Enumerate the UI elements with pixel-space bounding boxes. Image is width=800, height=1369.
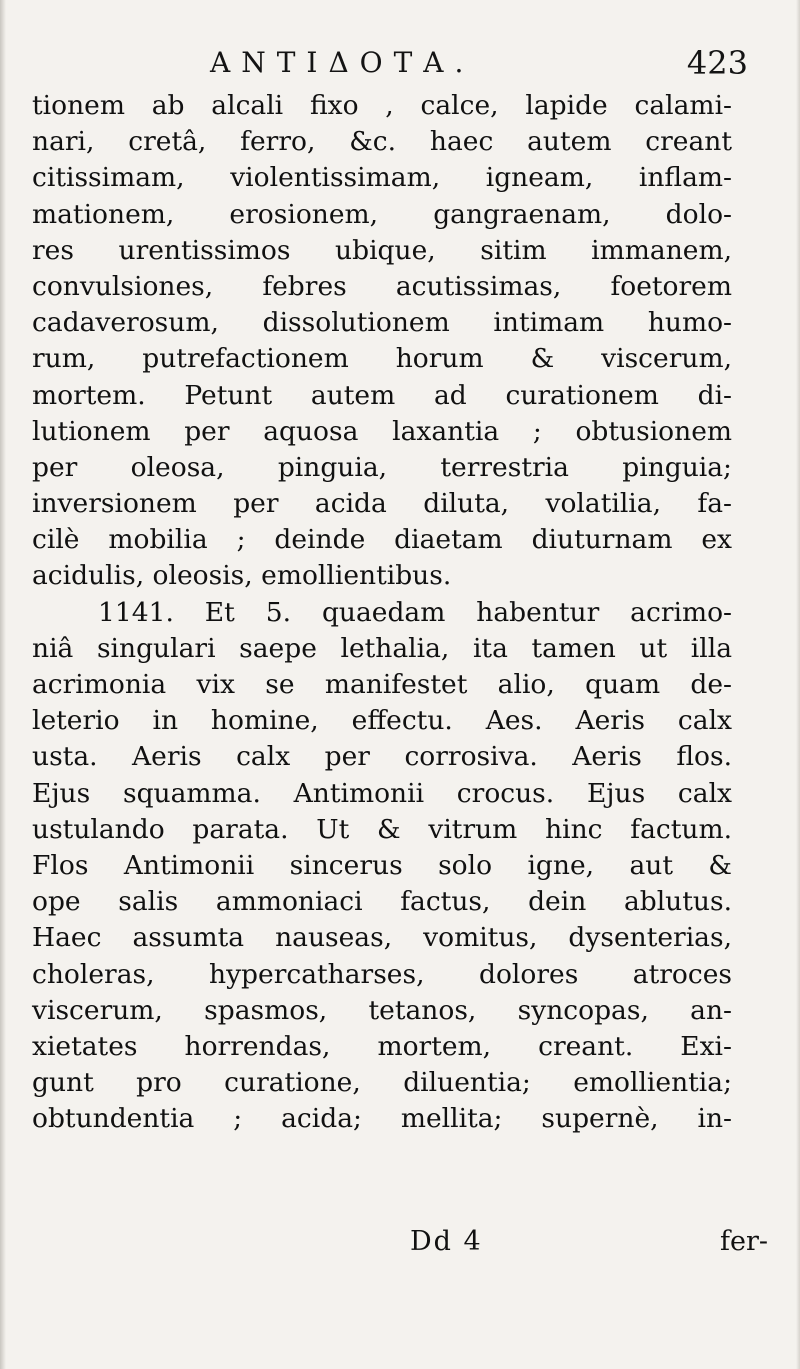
running-head: ΑΝΤΙΔΟΤΑ. <box>210 46 475 79</box>
text-line: Ejus squamma. Antimonii crocus. Ejus calx <box>32 777 732 809</box>
text-line: res urentissimos ubique, sitim immanem, <box>32 234 732 266</box>
text-line: tionem ab alcali fixo , calce, lapide calami- <box>32 90 732 121</box>
page-shadow-left <box>0 0 6 1369</box>
text-line: acrimonia vix se manifestet alio, quam de- <box>32 669 732 700</box>
text-line: choleras, hypercatharses, dolores atroces <box>32 958 732 990</box>
text-body <box>32 88 732 1137</box>
paragraph-last-line: acidulis, oleosis, emollientibus. <box>32 560 452 592</box>
page-number: 423 <box>686 44 748 82</box>
text-line: usta. Aeris calx per corrosiva. Aeris flos. <box>32 741 732 773</box>
text-line: ope salis ammoniaci factus, dein ablutus. <box>32 886 732 918</box>
text-line: cilè mobilia ; deinde diaetam diuturnam ex <box>32 524 732 556</box>
text-line: xietates horrendas, mortem, creant. Exi- <box>32 1030 732 1062</box>
signature-mark: Dd 4 <box>410 1226 483 1257</box>
paragraph-start-line: 1141. Et 5. quaedam habentur acrimo- <box>98 596 732 628</box>
text-line: niâ singulari saepe lethalia, ita tamen ut illa <box>32 632 732 664</box>
text-line: per oleosa, pinguia, terrestria pinguia; <box>32 451 732 483</box>
text-line: obtundentia ; acida; mellita; supernè, in- <box>32 1103 732 1135</box>
text-line: viscerum, spasmos, tetanos, syncopas, an- <box>32 994 732 1026</box>
page-header <box>30 42 778 86</box>
text-line: Haec assumta nauseas, vomitus, dysenterias, <box>32 922 732 954</box>
page-shadow-right <box>796 0 800 1369</box>
text-line: Flos Antimonii sincerus solo igne, aut & <box>32 849 732 881</box>
text-line: citissimam, violentissimam, igneam, inflam- <box>32 162 732 194</box>
text-line: mortem. Petunt autem ad curationem di- <box>32 379 732 411</box>
text-line: inversionem per acida diluta, volatilia, fa- <box>32 488 732 520</box>
catchword: fer- <box>719 1226 768 1257</box>
text-line: ustulando parata. Ut & vitrum hinc factum. <box>32 813 732 845</box>
text-line: lutionem per aquosa laxantia ; obtusionem <box>32 415 732 447</box>
text-line: nari, cretâ, ferro, &c. haec autem creant <box>32 126 732 158</box>
text-line: rum, putrefactionem horum & viscerum, <box>32 343 732 375</box>
text-line: cadaverosum, dissolutionem intimam humo- <box>32 307 732 339</box>
text-line: convulsiones, febres acutissimas, foetorem <box>32 270 732 302</box>
show-through-texture <box>60 1262 760 1342</box>
text-line: leterio in homine, effectu. Aes. Aeris calx <box>32 705 732 737</box>
text-line: mationem, erosionem, gangraenam, dolo- <box>32 198 732 230</box>
page-footer <box>30 1226 778 1266</box>
text-line: gunt pro curatione, diluentia; emollientia; <box>32 1067 732 1099</box>
